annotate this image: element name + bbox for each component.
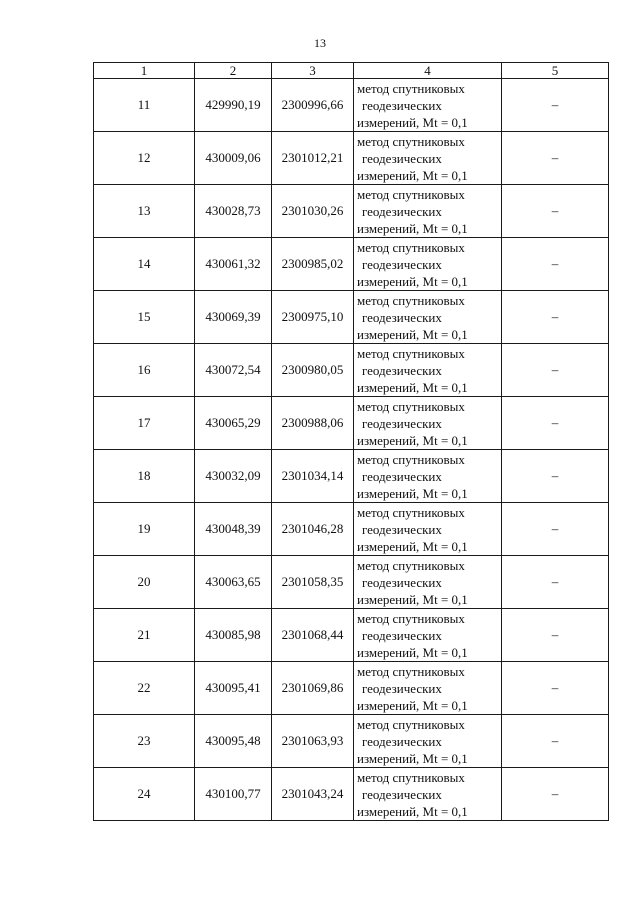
table-row [94,609,609,662]
table-row [94,556,609,609]
method-line: измерений, Mt = 0,1 [357,273,468,289]
table-row [94,185,609,238]
method-line: измерений, Mt = 0,1 [357,803,468,819]
x-coordinate-cell: 430009,06 [195,132,272,185]
table-row [94,768,609,821]
x-coordinate-cell: 430061,32 [195,238,272,291]
table-row [94,715,609,768]
method-line: измерений, Mt = 0,1 [357,538,468,554]
method-cell [354,397,502,450]
method-line: метод спутниковых [357,133,465,149]
x-coordinate-cell: 430032,09 [195,450,272,503]
note-cell: – [502,79,609,132]
method-cell [354,79,502,132]
method-line: метод спутниковых [357,398,465,414]
method-cell [354,344,502,397]
method-line: геодезических [362,150,442,166]
method-line: геодезических [362,468,442,484]
method-line: метод спутниковых [357,663,465,679]
method-line: геодезических [362,733,442,749]
table-row [94,450,609,503]
y-coordinate-cell: 2300975,10 [272,291,354,344]
method-cell [354,556,502,609]
method-line: измерений, Mt = 0,1 [357,697,468,713]
method-line: метод спутниковых [357,292,465,308]
table-row [94,291,609,344]
table-row [94,132,609,185]
method-line: геодезических [362,627,442,643]
method-line: геодезических [362,362,442,378]
point-number-cell: 14 [94,238,195,291]
point-number-cell: 13 [94,185,195,238]
method-line: метод спутниковых [357,186,465,202]
table-row [94,397,609,450]
table-row [94,79,609,132]
method-cell [354,715,502,768]
method-line: измерений, Mt = 0,1 [357,326,468,342]
y-coordinate-cell: 2301058,35 [272,556,354,609]
y-coordinate-cell: 2300988,06 [272,397,354,450]
table-row [94,238,609,291]
point-number-cell: 12 [94,132,195,185]
table-body [94,79,609,821]
point-number-cell: 23 [94,715,195,768]
method-line: геодезических [362,97,442,113]
method-line: геодезических [362,786,442,802]
table-row [94,503,609,556]
method-line: геодезических [362,309,442,325]
method-cell [354,503,502,556]
x-coordinate-cell: 429990,19 [195,79,272,132]
x-coordinate-cell: 430028,73 [195,185,272,238]
method-line: измерений, Mt = 0,1 [357,167,468,183]
x-coordinate-cell: 430065,29 [195,397,272,450]
method-line: измерений, Mt = 0,1 [357,750,468,766]
note-cell: – [502,450,609,503]
note-cell: – [502,662,609,715]
y-coordinate-cell: 2301012,21 [272,132,354,185]
method-line: измерений, Mt = 0,1 [357,432,468,448]
column-header-1: 1 [94,63,195,79]
column-header-2: 2 [195,63,272,79]
method-line: метод спутниковых [357,80,465,96]
y-coordinate-cell: 2300996,66 [272,79,354,132]
x-coordinate-cell: 430100,77 [195,768,272,821]
y-coordinate-cell: 2301046,28 [272,503,354,556]
y-coordinate-cell: 2300985,02 [272,238,354,291]
method-line: метод спутниковых [357,345,465,361]
point-number-cell: 21 [94,609,195,662]
method-line: измерений, Mt = 0,1 [357,591,468,607]
header-row [94,63,609,79]
method-line: геодезических [362,574,442,590]
column-header-4: 4 [354,63,502,79]
method-line: измерений, Mt = 0,1 [357,485,468,501]
note-cell: – [502,768,609,821]
note-cell: – [502,185,609,238]
method-cell [354,662,502,715]
note-cell: – [502,238,609,291]
method-line: метод спутниковых [357,451,465,467]
x-coordinate-cell: 430095,41 [195,662,272,715]
y-coordinate-cell: 2301069,86 [272,662,354,715]
method-cell [354,450,502,503]
method-line: геодезических [362,415,442,431]
note-cell: – [502,397,609,450]
method-line: геодезических [362,680,442,696]
point-number-cell: 11 [94,79,195,132]
point-number-cell: 19 [94,503,195,556]
method-line: метод спутниковых [357,716,465,732]
table-row [94,662,609,715]
point-number-cell: 20 [94,556,195,609]
table-header [94,63,609,79]
column-header-3: 3 [272,63,354,79]
y-coordinate-cell: 2301068,44 [272,609,354,662]
page-number: 13 [314,36,326,50]
method-cell [354,609,502,662]
point-number-cell: 18 [94,450,195,503]
method-line: геодезических [362,521,442,537]
method-line: измерений, Mt = 0,1 [357,220,468,236]
y-coordinate-cell: 2301043,24 [272,768,354,821]
method-line: измерений, Mt = 0,1 [357,114,468,130]
x-coordinate-cell: 430048,39 [195,503,272,556]
method-line: метод спутниковых [357,557,465,573]
point-number-cell: 16 [94,344,195,397]
point-number-cell: 15 [94,291,195,344]
note-cell: – [502,132,609,185]
note-cell: – [502,291,609,344]
method-cell [354,291,502,344]
x-coordinate-cell: 430063,65 [195,556,272,609]
method-line: метод спутниковых [357,239,465,255]
note-cell: – [502,556,609,609]
x-coordinate-cell: 430072,54 [195,344,272,397]
y-coordinate-cell: 2301034,14 [272,450,354,503]
x-coordinate-cell: 430095,48 [195,715,272,768]
column-header-5: 5 [502,63,609,79]
note-cell: – [502,609,609,662]
method-line: метод спутниковых [357,610,465,626]
x-coordinate-cell: 430085,98 [195,609,272,662]
table-row [94,344,609,397]
y-coordinate-cell: 2300980,05 [272,344,354,397]
note-cell: – [502,503,609,556]
y-coordinate-cell: 2301063,93 [272,715,354,768]
method-line: измерений, Mt = 0,1 [357,379,468,395]
point-number-cell: 22 [94,662,195,715]
method-line: геодезических [362,256,442,272]
method-line: метод спутниковых [357,504,465,520]
note-cell: – [502,344,609,397]
method-cell [354,185,502,238]
method-line: измерений, Mt = 0,1 [357,644,468,660]
coordinates-table [93,62,609,821]
method-line: геодезических [362,203,442,219]
x-coordinate-cell: 430069,39 [195,291,272,344]
note-cell: – [502,715,609,768]
point-number-cell: 24 [94,768,195,821]
method-cell [354,238,502,291]
method-line: метод спутниковых [357,769,465,785]
method-cell [354,132,502,185]
method-cell [354,768,502,821]
point-number-cell: 17 [94,397,195,450]
y-coordinate-cell: 2301030,26 [272,185,354,238]
